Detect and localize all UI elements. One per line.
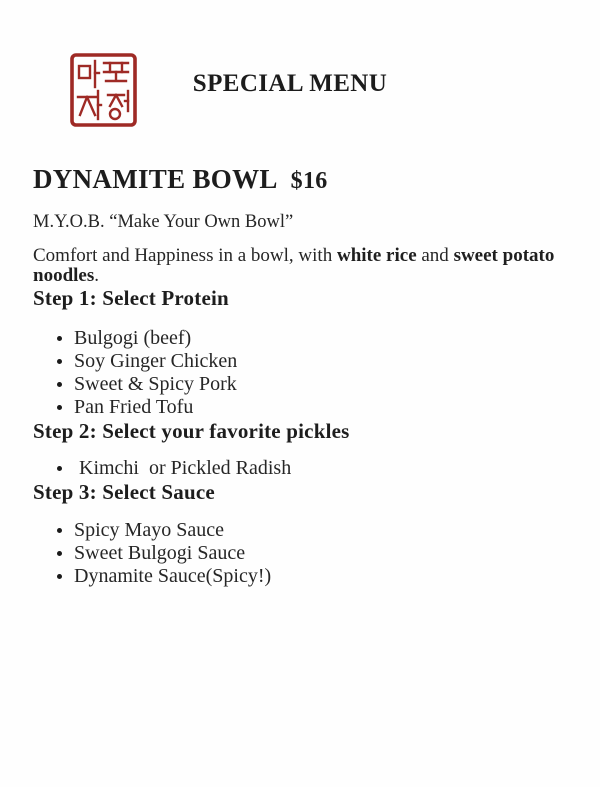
list-item-soy-ginger-chicken: • Soy Ginger Chicken: [74, 350, 572, 373]
description-tail: .: [94, 265, 99, 286]
menu-header: [0, 0, 600, 150]
step-2-heading: Step 2: Select your favorite pickles: [33, 419, 350, 443]
description-mid: and: [416, 245, 454, 266]
step-1-heading: Step 1: Select Protein: [33, 286, 229, 310]
item-subtitle: M.Y.O.B. “Make Your Own Bowl”: [33, 212, 294, 232]
list-item-sweet-spicy-pork: • Sweet & Spicy Pork: [74, 373, 572, 396]
sauce-options-list: [33, 519, 572, 588]
page-title: SPECIAL MENU: [192, 70, 388, 97]
item-heading: [33, 166, 572, 195]
item-price: $16: [290, 168, 328, 194]
list-item-dynamite-sauce: • Dynamite Sauce(Spicy!): [74, 565, 572, 588]
description-sweet-potato: sweet potato: [453, 245, 555, 266]
protein-options-list: [33, 327, 572, 419]
pickle-options-list: [33, 457, 572, 480]
menu-content: [0, 166, 600, 588]
list-item-spicy-mayo-sauce: • Spicy Mayo Sauce: [74, 519, 572, 542]
item-description: [33, 246, 572, 286]
list-item-kimchi-or-pickled-radish: • Kimchi or Pickled Radish: [74, 457, 572, 480]
description-noodles: noodles: [33, 265, 95, 286]
description-lead: Comfort and Happiness in a bowl, with: [33, 245, 337, 266]
list-item-pan-fried-tofu: • Pan Fried Tofu: [74, 396, 572, 419]
item-name: DYNAMITE BOWL: [33, 164, 278, 194]
step-3-heading: Step 3: Select Sauce: [33, 480, 215, 504]
description-white-rice: white rice: [336, 245, 417, 266]
list-item-sweet-bulgogi-sauce: • Sweet Bulgogi Sauce: [74, 542, 572, 565]
list-item-bulgogi: • Bulgogi (beef): [74, 327, 572, 350]
